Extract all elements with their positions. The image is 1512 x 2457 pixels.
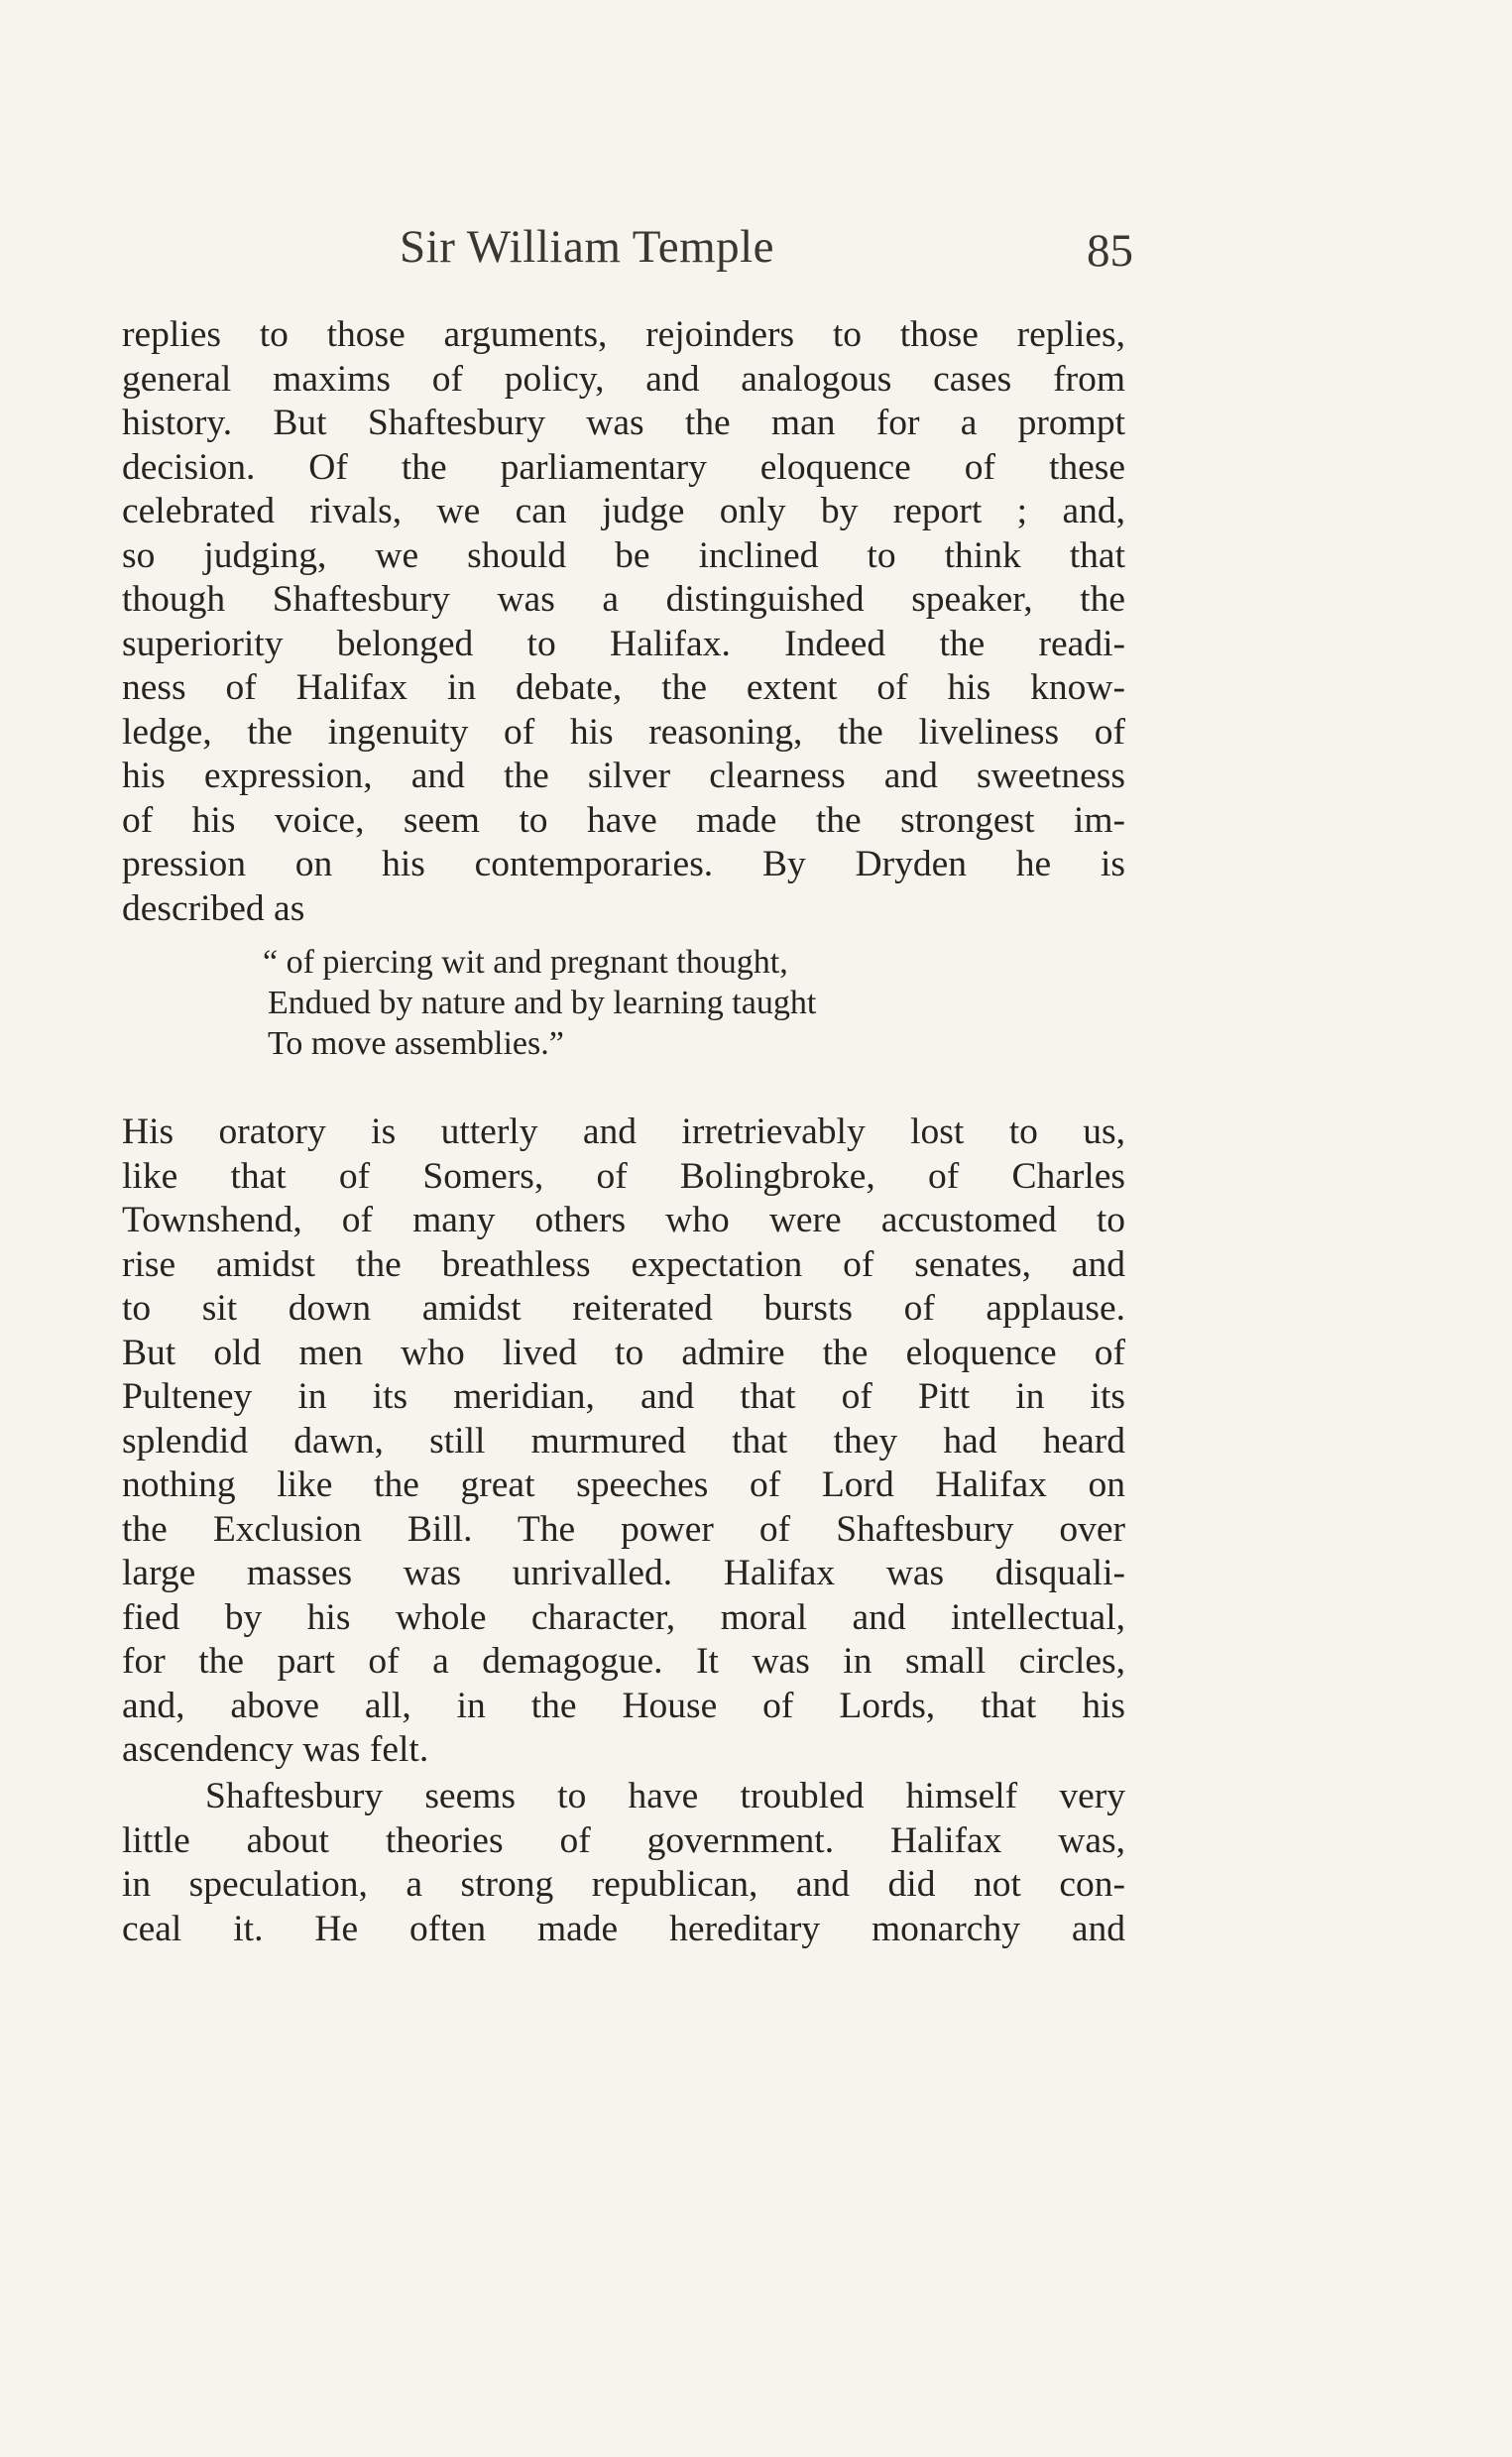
text-line: though Shaftesbury was a distinguished speaker, the (122, 579, 1125, 620)
text-line: ledge, the ingenuity of his reasoning, the liveliness of (122, 711, 1125, 753)
verse-line: To move assemblies.” (268, 1025, 564, 1062)
page-number: 85 (1087, 225, 1133, 277)
running-title: Sir William Temple (400, 221, 775, 273)
text-line: the Exclusion Bill. The power of Shaftesbury over (122, 1508, 1125, 1550)
text-line: Shaftesbury seems to have troubled himself very (205, 1776, 1125, 1816)
text-line: Pulteney in its meridian, and that of Pitt in its (122, 1376, 1125, 1417)
text-line: ceal it. He often made hereditary monarchy and (122, 1908, 1125, 1949)
text-line: rise amidst the breathless expectation of senates, and (122, 1243, 1125, 1285)
verse-line: “ of piercing wit and pregnant thought, (263, 944, 788, 981)
text-line: fied by his whole character, moral and intellectual, (122, 1596, 1125, 1638)
text-line: splendid dawn, still murmured that they had heard (122, 1420, 1125, 1462)
text-line: His oratory is utterly and irretrievably lost to us, (122, 1112, 1125, 1152)
text-line: his expression, and the silver clearness and sweetness (122, 756, 1125, 796)
text-line: so judging, we should be inclined to think that (122, 534, 1125, 576)
text-line: ascendency was felt. (122, 1729, 429, 1770)
text-line: for the part of a demagogue. It was in small circles, (122, 1641, 1125, 1682)
text-line: But old men who lived to admire the eloquence of (122, 1332, 1125, 1373)
text-line: ness of Halifax in debate, the extent of his know- (122, 667, 1125, 708)
text-line: replies to those arguments, rejoinders to those replies, (122, 314, 1125, 355)
text-line: little about theories of government. Halifax was, (122, 1819, 1125, 1861)
text-line: nothing like the great speeches of Lord Halifax on (122, 1464, 1125, 1505)
text-line: Townshend, of many others who were accustomed to (122, 1200, 1125, 1240)
text-line: pression on his contemporaries. By Dryden he is (122, 844, 1125, 884)
text-line: of his voice, seem to have made the strongest im- (122, 799, 1125, 841)
text-line: general maxims of policy, and analogous cases from (122, 358, 1125, 400)
paragraph-2 (122, 1111, 1125, 1773)
text-line: like that of Somers, of Bolingbroke, of Charles (122, 1155, 1125, 1197)
text-line: decision. Of the parliamentary eloquence of these (122, 446, 1125, 488)
text-line: in speculation, a strong republican, and did not con- (122, 1864, 1125, 1905)
verse-quotation (263, 942, 816, 1064)
text-line: celebrated rivals, we can judge only by report ; and, (122, 491, 1125, 531)
paragraph-1 (122, 313, 1125, 931)
text-line: and, above all, in the House of Lords, that his (122, 1685, 1125, 1726)
text-line: described as (122, 887, 305, 929)
running-head (400, 220, 1133, 290)
text-line: to sit down amidst reiterated bursts of applause. (122, 1288, 1125, 1329)
text-line: superiority belonged to Halifax. Indeed the readi- (122, 623, 1125, 664)
paragraph-3 (122, 1775, 1125, 1951)
verse-line: Endued by nature and by learning taught (268, 985, 817, 1021)
text-line: large masses was unrivalled. Halifax was disquali- (122, 1553, 1125, 1593)
text-line: history. But Shaftesbury was the man for a prompt (122, 403, 1125, 443)
